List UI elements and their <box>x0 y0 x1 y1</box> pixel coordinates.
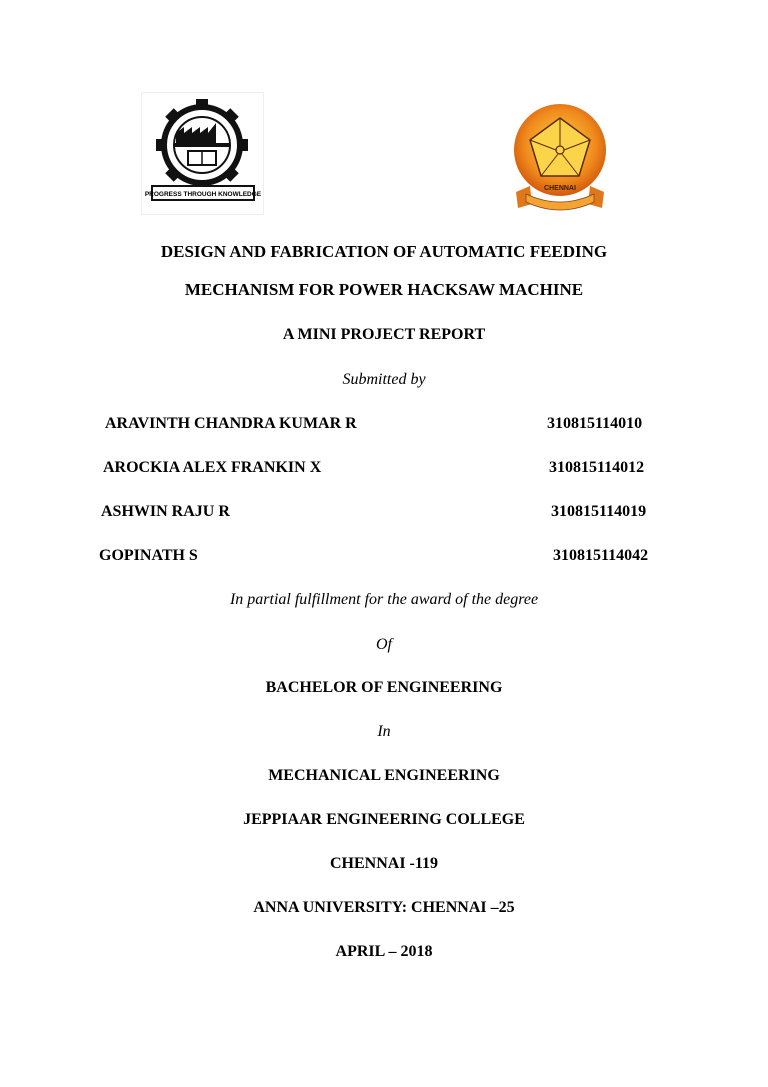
student-name: AROCKIA ALEX FRANKIN X <box>103 459 322 476</box>
student-reg-no: 310815114042 <box>553 547 649 564</box>
university: ANNA UNIVERSITY: CHENNAI –25 <box>253 899 515 916</box>
student-name: GOPINATH S <box>99 547 198 564</box>
student-name: ARAVINTH CHANDRA KUMAR R <box>105 415 357 432</box>
department: MECHANICAL ENGINEERING <box>268 767 500 784</box>
submitted-by: Submitted by <box>342 371 426 388</box>
student-reg-no: 310815114010 <box>547 415 643 432</box>
jeppiaar-college-logo <box>510 100 610 216</box>
date: APRIL – 2018 <box>335 943 433 960</box>
anna-university-logo <box>142 93 263 214</box>
in-text: In <box>377 723 391 740</box>
college-city: CHENNAI -119 <box>329 855 438 872</box>
anna-motto: PROGRESS THROUGH KNOWLEDGE <box>144 191 262 198</box>
of-text: Of <box>376 636 392 653</box>
student-reg-no: 310815114012 <box>549 459 645 476</box>
title-line-2: MECHANISM FOR POWER HACKSAW MACHINE <box>184 280 584 299</box>
title-line-1: DESIGN AND FABRICATION OF AUTOMATIC FEEDING <box>160 242 608 261</box>
college: JEPPIAAR ENGINEERING COLLEGE <box>243 811 525 828</box>
student-reg-no: 310815114019 <box>551 503 647 520</box>
degree: BACHELOR OF ENGINEERING <box>265 679 503 696</box>
fulfillment-text: In partial fulfillment for the award of the degree <box>229 591 539 608</box>
report-type: A MINI PROJECT REPORT <box>282 326 486 343</box>
svg-text:CHENNAI: CHENNAI <box>544 185 576 192</box>
student-name: ASHWIN RAJU R <box>101 503 230 520</box>
